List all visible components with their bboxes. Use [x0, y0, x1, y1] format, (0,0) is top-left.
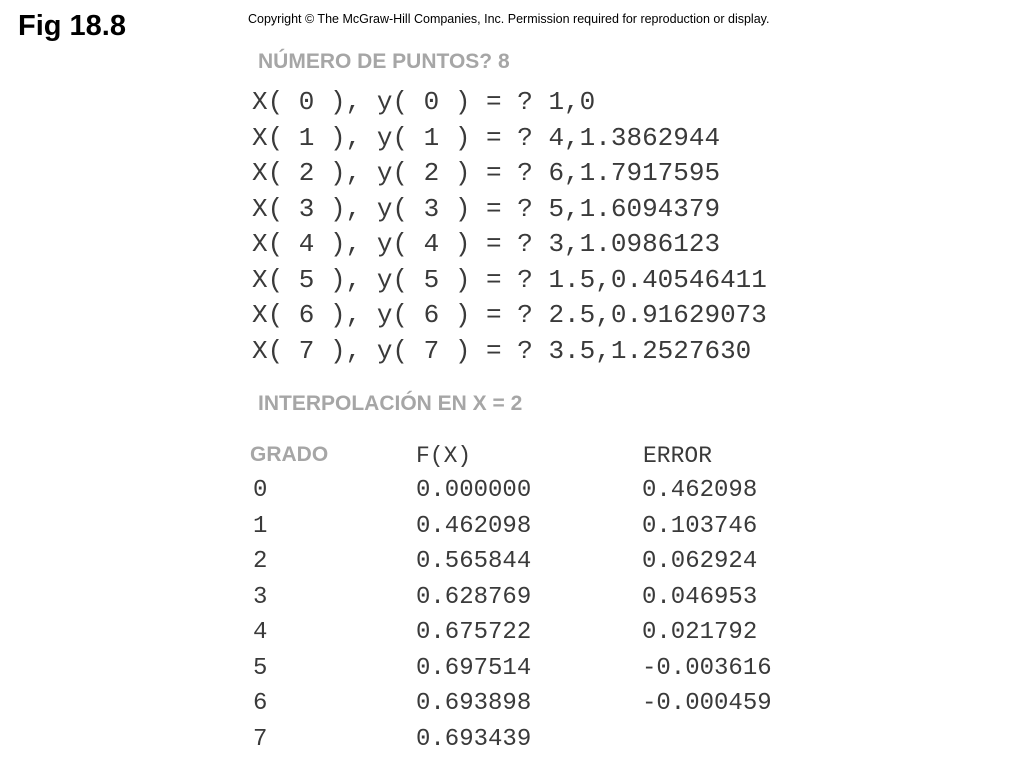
cell-grado: 4 [253, 619, 268, 646]
cell-grado: 7 [253, 725, 268, 753]
cell-fx: 0.675722 [416, 619, 532, 646]
cell-grado: 3 [253, 583, 268, 611]
input-line: X( 0 ), y( 0 ) = ? 1,0 [252, 87, 596, 117]
cell-fx: 0.693898 [416, 690, 532, 717]
figure-title: Fig 18.8 [18, 10, 126, 42]
cell-error: 0.062924 [642, 548, 758, 575]
table-row [250, 615, 810, 651]
input-line: X( 1 ), y( 1 ) = ? 4,1.3862944 [252, 122, 721, 153]
table-row [250, 686, 810, 722]
copyright-notice: Copyright © The McGraw-Hill Companies, Inc. Permission required for reproduction or display. [248, 12, 770, 26]
cell-error: -0.003616 [642, 654, 772, 682]
column-header-grado: GRADO [250, 443, 329, 466]
results-table [250, 473, 810, 757]
column-header-error: ERROR [643, 443, 713, 469]
points-heading: NÚMERO DE PUNTOS? 8 [258, 50, 510, 73]
cell-fx: 0.628769 [416, 583, 532, 611]
table-row [250, 651, 810, 687]
table-row [250, 509, 810, 545]
cell-error: -0.000459 [642, 690, 772, 717]
table-row [250, 473, 810, 509]
cell-fx: 0.693439 [416, 725, 532, 753]
cell-error: 0.462098 [642, 477, 758, 504]
cell-error: 0.021792 [642, 619, 758, 646]
input-line: X( 6 ), y( 6 ) = ? 2.5,0.91629073 [252, 300, 767, 330]
cell-grado: 1 [253, 512, 268, 540]
interpolation-heading: INTERPOLACIÓN EN X = 2 [258, 392, 523, 415]
cell-grado: 6 [253, 690, 268, 717]
cell-grado: 2 [253, 548, 268, 575]
cell-fx: 0.000000 [416, 477, 532, 504]
input-line: X( 2 ), y( 2 ) = ? 6,1.7917595 [252, 158, 721, 188]
table-row [250, 722, 810, 758]
cell-fx: 0.565844 [416, 548, 532, 575]
input-line: X( 7 ), y( 7 ) = ? 3.5,1.2527630 [252, 335, 752, 366]
cell-fx: 0.462098 [416, 512, 532, 540]
cell-grado: 5 [253, 654, 268, 682]
cell-grado: 0 [253, 477, 268, 504]
input-lines [252, 85, 767, 369]
table-row [250, 544, 810, 580]
cell-error: 0.046953 [642, 583, 758, 611]
cell-fx: 0.697514 [416, 654, 532, 682]
column-header-fx: F(X) [416, 443, 472, 469]
input-line: X( 3 ), y( 3 ) = ? 5,1.6094379 [252, 193, 721, 224]
input-line: X( 5 ), y( 5 ) = ? 1.5,0.40546411 [252, 264, 767, 295]
cell-error: 0.103746 [642, 512, 758, 540]
input-line: X( 4 ), y( 4 ) = ? 3,1.0986123 [252, 229, 721, 259]
table-row [250, 580, 810, 616]
